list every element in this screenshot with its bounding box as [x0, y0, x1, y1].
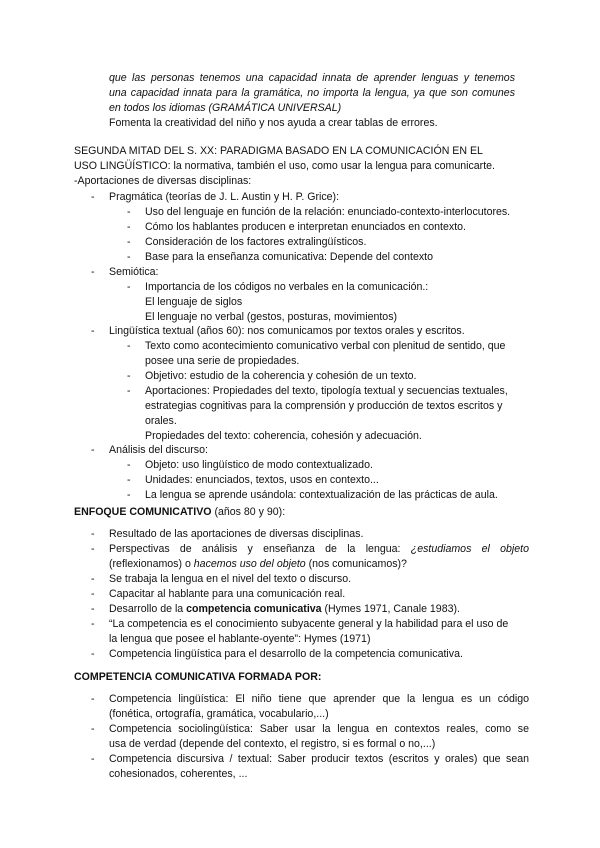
- bullet-dash: -: [91, 588, 95, 600]
- desarrollo-text: (Hymes 1971, Canale 1983).: [321, 603, 460, 615]
- persp-italic: ¿estudiamos el objeto: [410, 543, 529, 555]
- bullet-dash: -: [127, 251, 131, 263]
- linguistica-item-3c: orales.: [145, 415, 177, 427]
- bullet-dash: -: [91, 693, 95, 705]
- persp-text: Perspectivas de análisis y enseñanza de la lengua:: [109, 543, 411, 555]
- semiotica-item: Importancia de los códigos no verbales en la comunicación.:: [145, 281, 429, 293]
- linguistica-item-3b: estrategias cognitivas para la comprensión y producción de textos escritos y: [145, 400, 503, 412]
- bullet-dash: -: [91, 603, 95, 615]
- enfoque-se-trabaja: Se trabaja la lengua en el nivel del texto o discurso.: [109, 573, 352, 585]
- bullet-dash: -: [91, 266, 95, 278]
- bullet-dash: -: [127, 474, 131, 486]
- bullet-dash: -: [91, 325, 95, 337]
- analisis-item-1: Objeto: uso lingüístico de modo contextualizado.: [145, 459, 373, 471]
- bullet-dash: -: [127, 206, 131, 218]
- semiotica-sub-2: El lenguaje no verbal (gestos, posturas, movimientos): [145, 311, 398, 323]
- bullet-dash: -: [91, 573, 95, 585]
- intro-line-1: que las personas tenemos una capacidad innata de aprender lenguas y tenemos: [109, 72, 515, 84]
- semiotica-label: Semiótica:: [109, 266, 159, 278]
- persp-text: (nos comunicamos)?: [305, 558, 407, 570]
- bullet-dash: -: [91, 618, 95, 630]
- segunda-line-2: USO LINGÜÍSTICO: la normativa, también el uso, como usar la lengua para comunicarte.: [74, 160, 495, 172]
- enfoque-perspectivas-1: [109, 542, 529, 557]
- bullet-dash: -: [127, 340, 131, 352]
- formada-item-3b: cohesionados, coherentes, ...: [109, 768, 248, 780]
- pragmatica-label: Pragmática (teorías de J. L. Austin y H. P. Grice):: [109, 191, 340, 203]
- formada-item-1a: Competencia lingüística: El niño tiene que aprender que la lengua es un código: [109, 693, 529, 705]
- enfoque-heading: [74, 505, 285, 520]
- bullet-dash: -: [91, 648, 95, 660]
- analisis-label: Análisis del discurso:: [109, 444, 208, 456]
- enfoque-cita-1: “La competencia es el conocimiento subyacente general y la habilidad para el uso de: [109, 618, 509, 630]
- bullet-dash: -: [127, 236, 131, 248]
- bullet-dash: -: [91, 753, 95, 765]
- linguistica-label: Lingüística textual (años 60): nos comunicamos por textos orales y escritos.: [109, 325, 465, 337]
- bullet-dash: -: [127, 459, 131, 471]
- propiedades-line: Propiedades del texto: coherencia, cohesión y adecuación.: [145, 430, 422, 442]
- bullet-dash: -: [91, 444, 95, 456]
- segunda-line-3: -Aportaciones de diversas disciplinas:: [74, 175, 252, 187]
- linguistica-item-3a: Aportaciones: Propiedades del texto, tipología textual y secuencias textuales,: [145, 385, 508, 397]
- pragmatica-item-2: Cómo los hablantes producen e interpretan enunciados en contexto.: [145, 221, 466, 233]
- enfoque-desarrollo: [109, 602, 460, 617]
- persp-italic: hacemos uso del objeto: [193, 558, 306, 570]
- persp-text: (reflexionamos) o: [109, 558, 194, 570]
- bullet-dash: -: [127, 281, 131, 293]
- bullet-dash: -: [127, 489, 131, 501]
- bullet-dash: -: [91, 528, 95, 540]
- pragmatica-item-1: Uso del lenguaje en función de la relación: enunciado-contexto-interlocutores.: [145, 206, 511, 218]
- formada-title: COMPETENCIA COMUNICATIVA FORMADA POR:: [74, 671, 322, 683]
- fomenta-line: Fomenta la creatividad del niño y nos ayuda a crear tablas de errores.: [109, 117, 438, 129]
- desarrollo-text: Desarrollo de la: [109, 603, 187, 615]
- intro-line-3: en todos los idiomas (GRAMÁTICA UNIVERSAL): [109, 102, 342, 114]
- enfoque-capacitar: Capacitar al hablante para una comunicación real.: [109, 588, 346, 600]
- bullet-dash: -: [91, 543, 95, 555]
- pragmatica-item-3: Consideración de los factores extralingüísticos.: [145, 236, 367, 248]
- intro-line-2: una capacidad innata para la gramática, no importa la lengua, ya que son comunes: [109, 87, 515, 99]
- bullet-dash: -: [127, 221, 131, 233]
- bullet-dash: -: [127, 385, 131, 397]
- formada-item-3a: Competencia discursiva / textual: Saber producir textos (escritos y orales) que sean: [109, 753, 529, 765]
- analisis-item-2: Unidades: enunciados, textos, usos en contexto...: [145, 474, 379, 486]
- linguistica-item-1b: posee una serie de propiedades.: [145, 355, 300, 367]
- desarrollo-bold: competencia comunicativa: [186, 603, 322, 615]
- segunda-line-1: SEGUNDA MITAD DEL S. XX: PARADIGMA BASADO EN LA COMUNICACIÓN EN EL: [74, 145, 483, 157]
- formada-item-2b: usa de verdad (depende del contexto, el registro, si es formal o no,...): [109, 738, 436, 750]
- semiotica-sub-1: El lenguaje de siglos: [145, 296, 243, 308]
- enfoque-years: (años 80 y 90):: [211, 506, 286, 518]
- analisis-item-3: La lengua se aprende usándola: contextualización de las prácticas de aula.: [145, 489, 498, 501]
- linguistica-item-2: Objetivo: estudio de la coherencia y cohesión de un texto.: [145, 370, 417, 382]
- bullet-dash: -: [127, 370, 131, 382]
- enfoque-perspectivas-2: [109, 557, 407, 572]
- formada-item-1b: (fonética, ortografía, gramática, vocabulario,...): [109, 708, 329, 720]
- enfoque-title: ENFOQUE COMUNICATIVO: [74, 506, 212, 518]
- enfoque-competencia: Competencia lingüística para el desarrollo de la competencia comunicativa.: [109, 648, 463, 660]
- pragmatica-item-4: Base para la enseñanza comunicativa: Depende del contexto: [145, 251, 433, 263]
- bullet-dash: -: [91, 191, 95, 203]
- enfoque-cita-2: la lengua que posee el hablante-oyente”: Hymes (1971): [109, 633, 371, 645]
- linguistica-item-1a: Texto como acontecimiento comunicativo verbal con plenitud de sentido, que: [145, 340, 506, 352]
- enfoque-resultado: Resultado de las aportaciones de diversas disciplinas.: [109, 528, 364, 540]
- formada-item-2a: Competencia sociolingüística: Saber usar la lengua en contextos reales, como se: [109, 723, 529, 735]
- bullet-dash: -: [91, 723, 95, 735]
